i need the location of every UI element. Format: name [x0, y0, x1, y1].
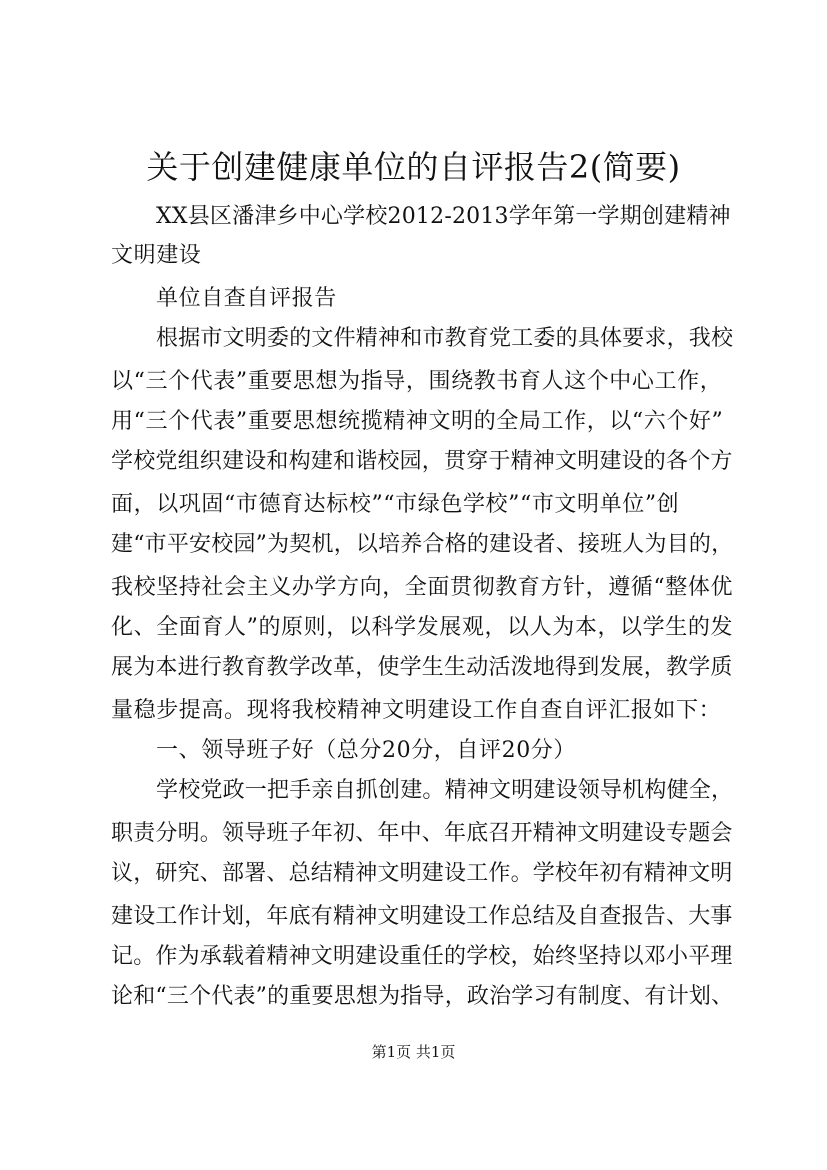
text-line: 学校党组织建设和构建和谐校园，贯穿于精神文明建设的各个方	[111, 449, 733, 474]
page-number-footer: 第1页 共1页	[371, 1043, 456, 1061]
section-heading: 一、领导班子好（总分20分，自评20分）	[156, 738, 576, 763]
text-line: XX县区潘津乡中心学校2012-2013学年第一学期创建精神	[156, 204, 731, 229]
text-line: 职责分明。领导班子年初、年中、年底召开精神文明建设专题会	[111, 821, 733, 846]
text-line: 面，以巩固“市德育达标校”“市绿色学校”“市文明单位”创	[111, 492, 680, 517]
text-line: 展为本进行教育教学改革，使学生生动活泼地得到发展，教学质	[111, 655, 733, 680]
text-line: 根据市文明委的文件精神和市教育党工委的具体要求，我校	[156, 326, 734, 351]
text-line: 文明建设	[111, 243, 202, 268]
text-line: 学校党政一把手亲自抓创建。精神文明建设领导机构健全，	[156, 778, 734, 803]
text-line: 用“三个代表”重要思想统揽精神文明的全局工作，以“六个好”	[111, 409, 724, 434]
text-line: 单位自查自评报告	[156, 286, 337, 311]
text-line: 建“市平安校园”为契机，以培养合格的建设者、接班人为目的，	[111, 532, 734, 557]
text-line: 我校坚持社会主义办学方向，全面贯彻教育方针，遵循“整体优	[111, 575, 734, 600]
text-line: 论和“三个代表”的重要思想为指导，政治学习有制度、有计划、	[111, 984, 734, 1009]
text-line: 化、全面育人”的原则，以科学发展观，以人为本，以学生的发	[111, 615, 734, 640]
document-title: 关于创建健康单位的自评报告2(简要)	[146, 148, 681, 186]
text-line: 记。作为承载着精神文明建设重任的学校，始终坚持以邓小平理	[111, 944, 733, 969]
text-line: 议，研究、部署、总结精神文明建设工作。学校年初有精神文明	[111, 861, 733, 886]
text-line: 建设工作计划，年底有精神文明建设工作总结及自查报告、大事	[111, 904, 733, 929]
text-line: 量稳步提高。现将我校精神文明建设工作自查自评汇报如下：	[111, 698, 722, 723]
text-line: 以“三个代表”重要思想为指导，围绕教书育人这个中心工作，	[111, 369, 723, 394]
